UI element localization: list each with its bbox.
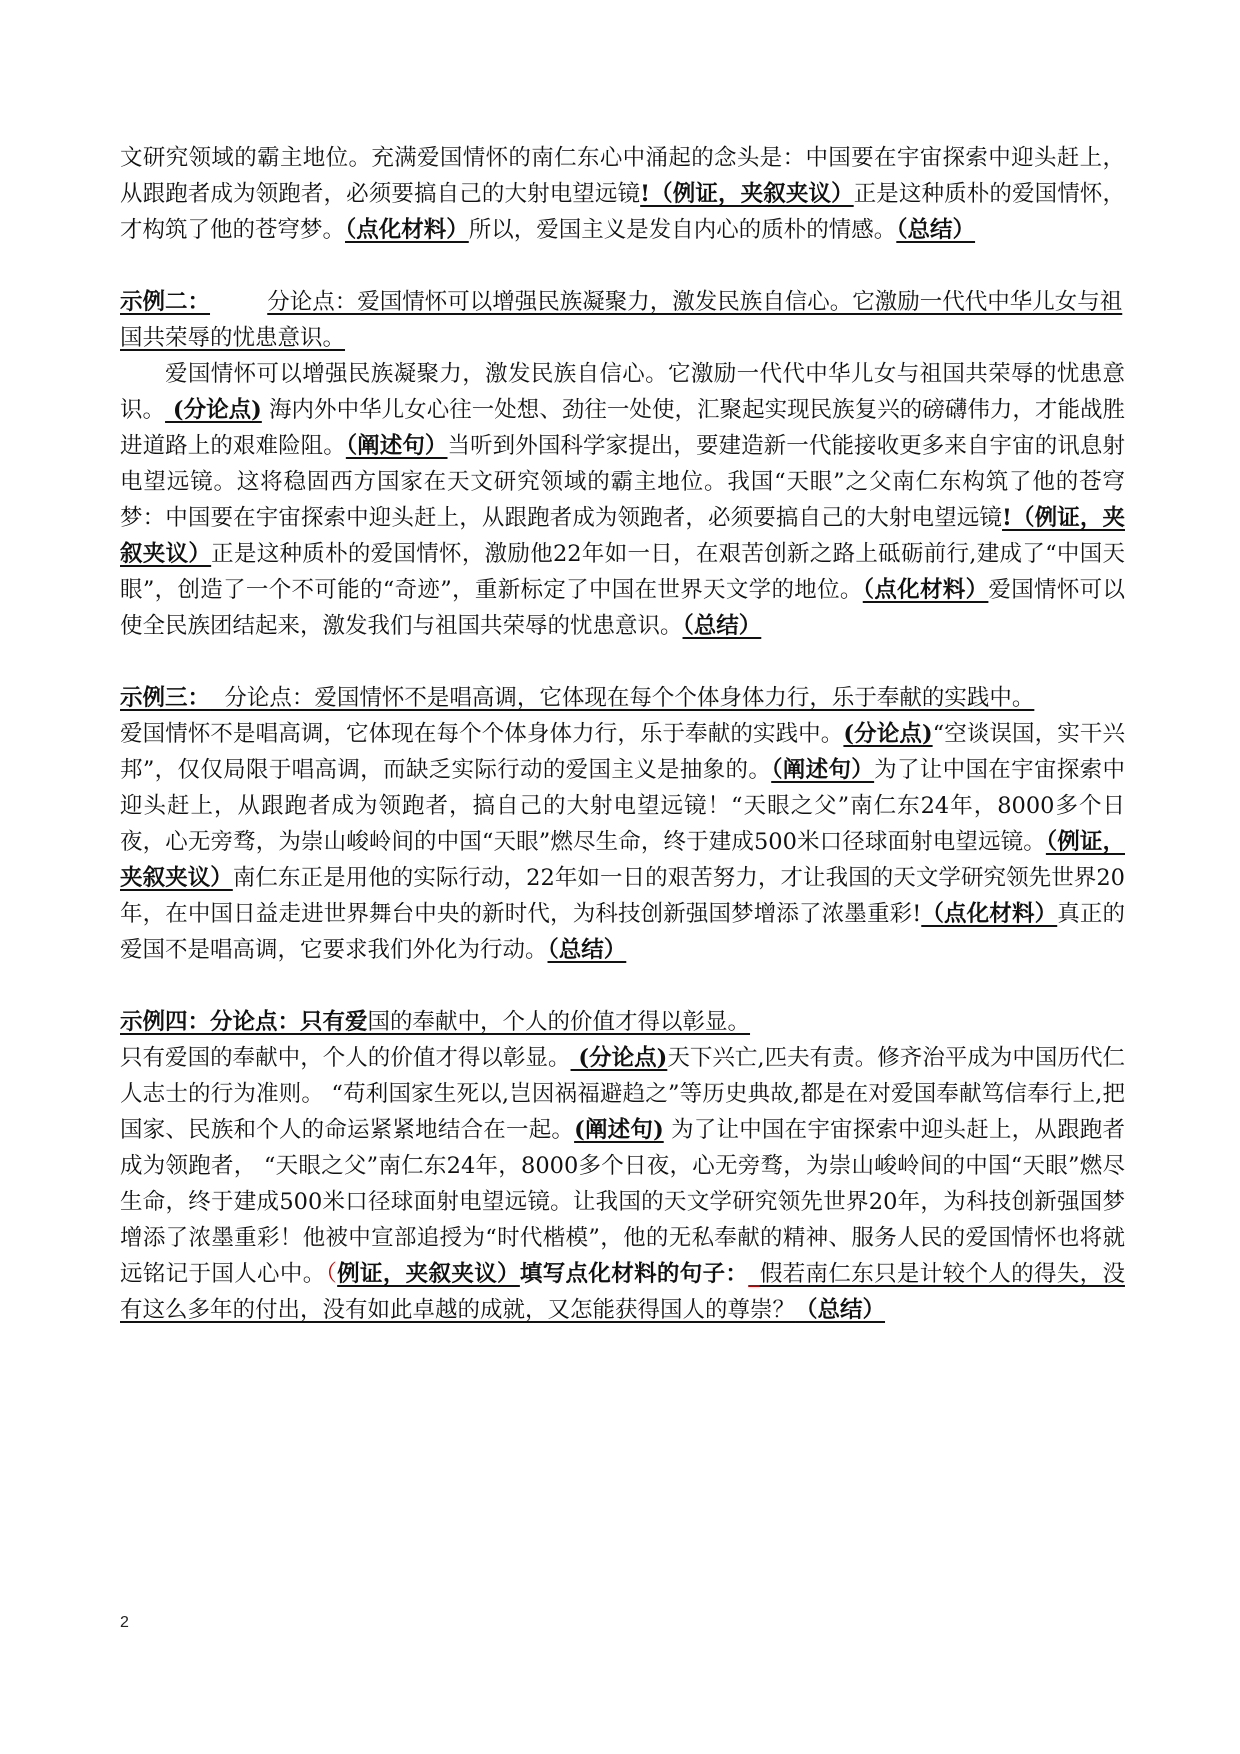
example2-tag-explain: （阐述句）: [345, 433, 448, 459]
example3-tag-material: （点化材料）: [921, 901, 1058, 927]
example3-text: 为了让中国在宇宙探索中迎头赶上，从跟跑者成为领跑者，搞自己的大射电望远镜！“天眼之父”南仁东24年，8000多个日夜，心无旁骛，为崇山峻岭间的中国“天眼”燃尽生命，终于建成500米口径球面射电望远镜。: [120, 757, 1125, 855]
spacer: [120, 968, 1125, 1004]
page-number: 2: [120, 1614, 129, 1631]
example2-tag-example: !（例证，夹叙夹议）: [120, 505, 1125, 567]
example2-text: 正是这种质朴的爱国情怀，激励他22年如一日，在艰苦创新之路上砥砺前行,建成了“中国天眼”，创造了一个不可能的“奇迹”，重新标定了中国在世界天文学的地位。: [120, 541, 1125, 603]
intro-tag-material: （点化材料）: [345, 217, 469, 243]
example4-label: 示例四：分论点：只有爱: [120, 1009, 368, 1035]
intro-tag-summary: （总结）: [896, 217, 976, 243]
example2-paragraph: [120, 356, 1125, 644]
example4-text: 为了让中国在宇宙探索中迎头赶上，从跟跑者成为领跑者， “天眼之父”南仁东24年，8000多个日夜，心无旁骛，为崇山峻岭间的中国“天眼”燃尽生命，终于建成500米口径球面射电望远镜。让我国的天文学研究领先世界20年，为科技创新强国梦增添了浓墨重彩！他被中宣部追授为“时代楷模”，他的无私奉献的精神、服务人民的爱国情怀也将就远铭记于国人心中。: [120, 1117, 1125, 1287]
example4-tag-explain: (阐述句): [574, 1117, 664, 1143]
example4-fill-prompt: 填写点化材料的句子：: [519, 1261, 749, 1287]
example3-tag-example: （例证，夹叙夹议）: [120, 829, 1125, 891]
example3-paragraph: [120, 716, 1125, 968]
document-page: [120, 140, 1125, 1328]
example4-tag-summary: （总结）: [795, 1297, 886, 1323]
example4-material-sentence: 假若南仁东只是计较个人的得失，没有这么多年的付出，没有如此卓越的成就，又怎能获得国人的尊崇？: [120, 1261, 1125, 1323]
spacer: [120, 644, 1125, 680]
example3-tag-summary: （总结）: [547, 937, 627, 963]
example4-blank: _: [748, 1261, 760, 1287]
example4-heading: [120, 1004, 1125, 1040]
example2-text: 海内外中华儿女心往一处想、劲往一处使，汇聚起实现民族复兴的磅礴伟力，才能战胜进道路上的艰难险阻。: [120, 397, 1125, 459]
example3-point: 分论点：爱国情怀不是唱高调，它体现在每个个体身体力行，乐于奉献的实践中。: [210, 685, 1035, 711]
example3-text: 真正的爱国不是唱高调，它要求我们外化为行动。: [120, 901, 1125, 963]
example2-text: 爱国情怀可以增强民族凝聚力，激发民族自信心。它激励一代代中华儿女与祖国共荣辱的忧患意识。: [120, 361, 1125, 423]
example3-tag-explain: （阐述句）: [771, 757, 875, 783]
example3-text: “空谈误国，实干兴邦”，仅仅局限于唱高调，而缺乏实际行动的爱国主义是抽象的。: [120, 721, 1125, 783]
example2-label: 示例二：: [120, 289, 211, 315]
example2-text: 当听到外国科学家提出，要建造新一代能接收更多来自宇宙的讯息射电望远镜。这将稳固西方国家在天文研究领域的霸主地位。我国“天眼”之父南仁东构筑了他的苍穹梦：中国要在宇宙探索中迎头赶上，从跟跑者成为领跑者，必须要搞自己的大射电望远镜: [120, 433, 1125, 531]
intro-text: 正是这种质朴的爱国情怀，才构筑了他的苍穹梦。: [120, 181, 1125, 243]
example3-tag-point: (分论点): [843, 721, 933, 747]
example4-tag-point: (分论点): [570, 1045, 668, 1071]
example2-heading: [120, 284, 1125, 356]
example2-point: 分论点：爱国情怀可以增强民族凝聚力，激发民族自信心。它激励一代代中华儿女与祖国共荣辱的忧患意识。: [120, 289, 1123, 351]
intro-tag-example: !（例证，夹叙夹议）: [640, 181, 854, 207]
intro-text: 所以，爱国主义是发自内心的质朴的情感。: [468, 217, 897, 243]
example4-text: 只有爱国的奉献中，个人的价值才得以彰显。: [120, 1045, 571, 1071]
example3-text: 南仁东正是用他的实际行动，22年如一日的艰苦努力，才让我国的天文学研究领先世界20年，在中国日益走进世界舞台中央的新时代，为科技创新强国梦增添了浓墨重彩!: [120, 865, 1125, 927]
spacer: [120, 248, 1125, 284]
intro-paragraph: [120, 140, 1125, 248]
example2-tag-point: (分论点): [165, 397, 262, 423]
example4-tag-example: 例证，夹叙夹议）: [337, 1261, 520, 1287]
intro-text: 文研究领域的霸主地位。充满爱国情怀的南仁东心中涌起的念头是：中国要在宇宙探索中迎头赶上，从跟跑者成为领跑者，必须要搞自己的大射电望远镜: [120, 145, 1125, 207]
example2-spacer: [210, 289, 267, 315]
example4-paren: （: [325, 1261, 338, 1287]
example2-tag-material: （点化材料）: [862, 577, 989, 603]
example3-text: 爱国情怀不是唱高调，它体现在每个个体身体力行，乐于奉献的实践中。: [120, 721, 844, 747]
example4-paragraph: [120, 1040, 1125, 1328]
example3-heading: [120, 680, 1125, 716]
example4-text: 天下兴亡,匹夫有责。修齐治平成为中国历代仁人志士的行为准则。 “苟利国家生死以,岂因祸福避趋之”等历史典故,都是在对爱国奉献笃信奉行上,把国家、民族和个人的命运紧紧地结合在一起。: [120, 1045, 1125, 1143]
example3-label: 示例三：: [120, 685, 211, 711]
example2-text: 爱国情怀可以使全民族团结起来，激发我们与祖国共荣辱的忧患意识。: [120, 577, 1125, 639]
example2-tag-summary: （总结）: [682, 613, 762, 639]
example4-point: 国的奉献中，个人的价值才得以彰显。: [367, 1009, 751, 1035]
